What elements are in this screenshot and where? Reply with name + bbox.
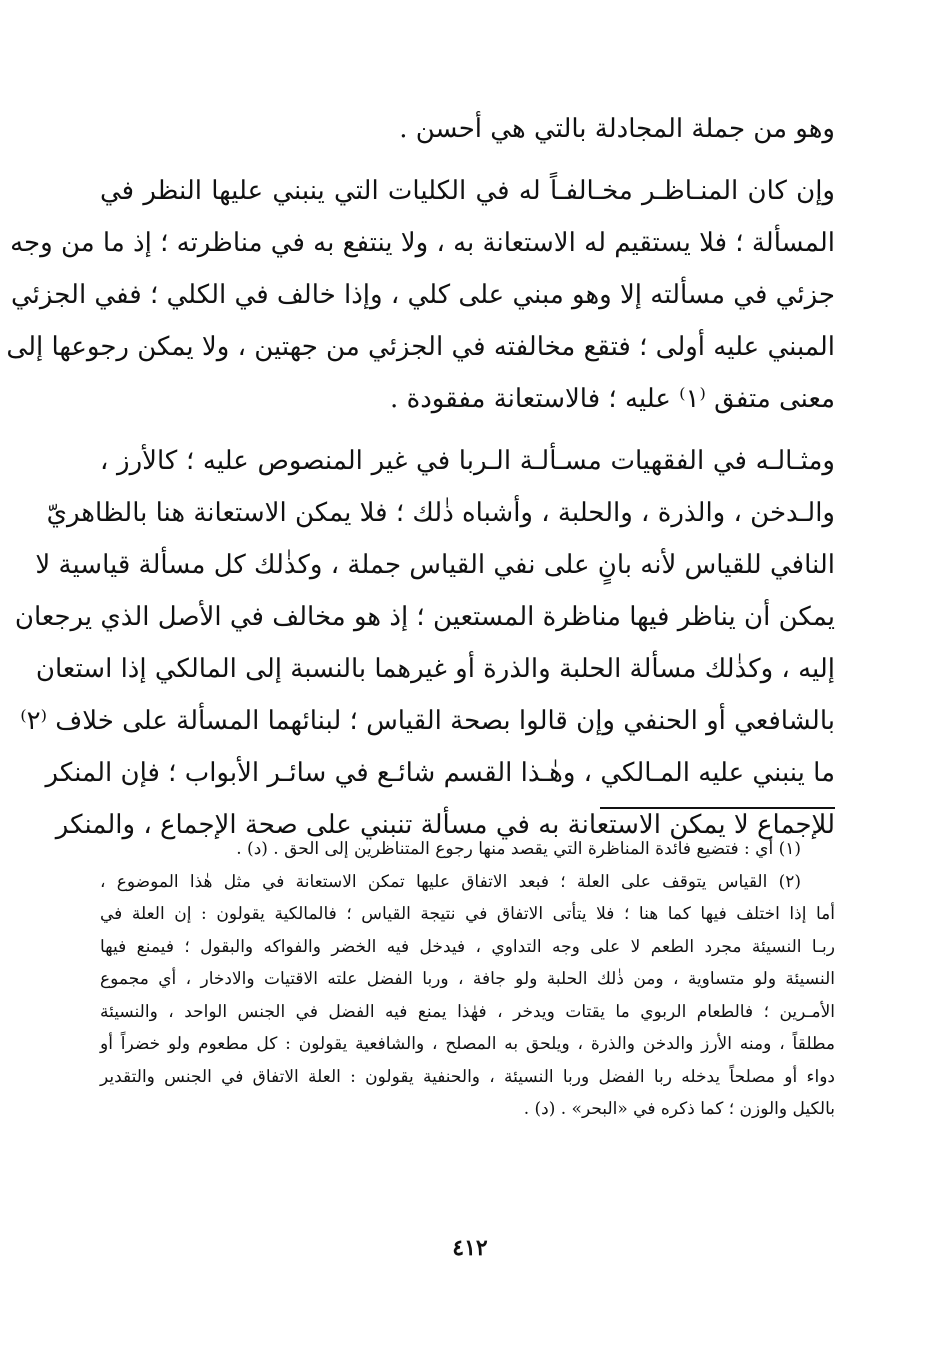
text-line: للإجماع لا يمكن الاستعانة به في مسألة تنبني على صحة الإجماع ، والمنكر xyxy=(55,810,835,840)
text-line: النافي للقياس لأنه بانٍ على نفي القياس جملة ، وكذٰلك كل مسألة قياسية لا xyxy=(35,550,835,580)
text-line: وهو من جملة المجادلة بالتي هي أحسن . xyxy=(399,114,835,144)
text-line: معنى متفق ⁽١⁾ عليه ؛ فالاستعانة مفقودة . xyxy=(390,384,835,414)
footnote-2-line: بالكيل والوزن ؛ كما ذكره في «البحر» . (د) . xyxy=(523,1099,835,1119)
text-line: يمكن أن يناظر فيها مناظرة المستعين ؛ إذ هو مخالف في الأصل الذي يرجعان xyxy=(14,602,835,632)
text-line: المسألة ؛ فلا يستقيم له الاستعانة به ، ولا ينتفع به في مناظرته ؛ إذ ما من وجه xyxy=(10,228,835,258)
text-line: بالشافعي أو الحنفي وإن قالوا بصحة القياس ؛ لبنائهما المسألة على خلاف ⁽٢⁾ xyxy=(20,706,835,736)
paragraph-gap xyxy=(100,155,835,165)
footnote-2-line: مطلقاً ، ومنه الأرز والدخن والذرة ، ويلحق به المصلح ، والشافعية يقولون : كل مطعوم ولو خضراً أو xyxy=(100,1034,835,1054)
footnote-2-line: النسيئة ولو متساوية ، ومن ذٰلك الحلبة ولو جافة ، وربا الفضل علته الاقتيات والادخار ، أي مجموع xyxy=(100,969,835,989)
text-line: إليه ، وكذٰلك مسألة الحلبة والذرة أو غيرهما بالنسبة إلى المالكي إذا استعان xyxy=(35,654,835,684)
text-line: ما ينبني عليه المـالكي ، وهٰـذا القسم شائـع في سائـر الأبواب ؛ فإن المنكر xyxy=(45,758,835,788)
text-line: جزئي في مسألته إلا وهو مبني على كلي ، وإذا خالف في الكلي ؛ ففي الجزئي xyxy=(10,280,835,310)
footnotes-block xyxy=(100,833,835,1126)
paragraph-gap xyxy=(100,425,835,435)
footnote-1: (١) أي : فتضيع فائدة المناظرة التي يقصد منها رجوع المتناظرين إلى الحق . (د) . xyxy=(236,839,801,859)
footnote-2-line: أما إذا اختلف فيها كما هنا ؛ فلا يتأتى الاتفاق في نتيجة القياس ؛ فالمالكية يقولون : إن العلة في xyxy=(100,904,835,924)
text-line: وإن كان المنـاظـر مخـالفـاً له في الكليات التي ينبني عليها النظر في xyxy=(100,176,835,206)
footnote-separator xyxy=(600,807,835,809)
text-line: ومثـالـه في الفقهيات مسـألـة الـربا في غير المنصوص عليه ؛ كالأرز ، xyxy=(100,446,835,476)
footnote-2-line: الأمـرين ؛ فالطعام الربوي ما يقتات ويدخر ، فهٰذا يمنع فيه الفضل في الجنس الواحد ، والنسيئة xyxy=(100,1001,835,1022)
text-line: المبني عليه أولى ؛ فتقع مخالفته في الجزئي من جهتين ، ولا يمكن رجوعها إلى xyxy=(6,332,835,362)
main-text-block xyxy=(6,103,835,851)
footnote-2-line: ربـا النسيئة مجرد الطعم لا على وجه التداوي ، فيدخل فيه الخضر والفواكه والبقول ؛ فيمنع فيها xyxy=(100,936,835,957)
page-number: ٤١٢ xyxy=(452,1235,488,1261)
footnote-2-line: (٢) القياس يتوقف على العلة ؛ فبعد الاتفاق عليها تمكن الاستعانة في مثل هٰذا الموضوع ، xyxy=(100,871,801,892)
text-line: والـدخن ، والذرة ، والحلبة ، وأشباه ذٰلك ؛ فلا يمكن الاستعانة هنا بالظاهريّ xyxy=(46,498,835,528)
footnote-2-line: دواء أو مصلحاً يدخله ربا الفضل وربا النسيئة ، والحنفية يقولون : العلة الاتفاق في الجنس والتقدير xyxy=(100,1066,835,1087)
